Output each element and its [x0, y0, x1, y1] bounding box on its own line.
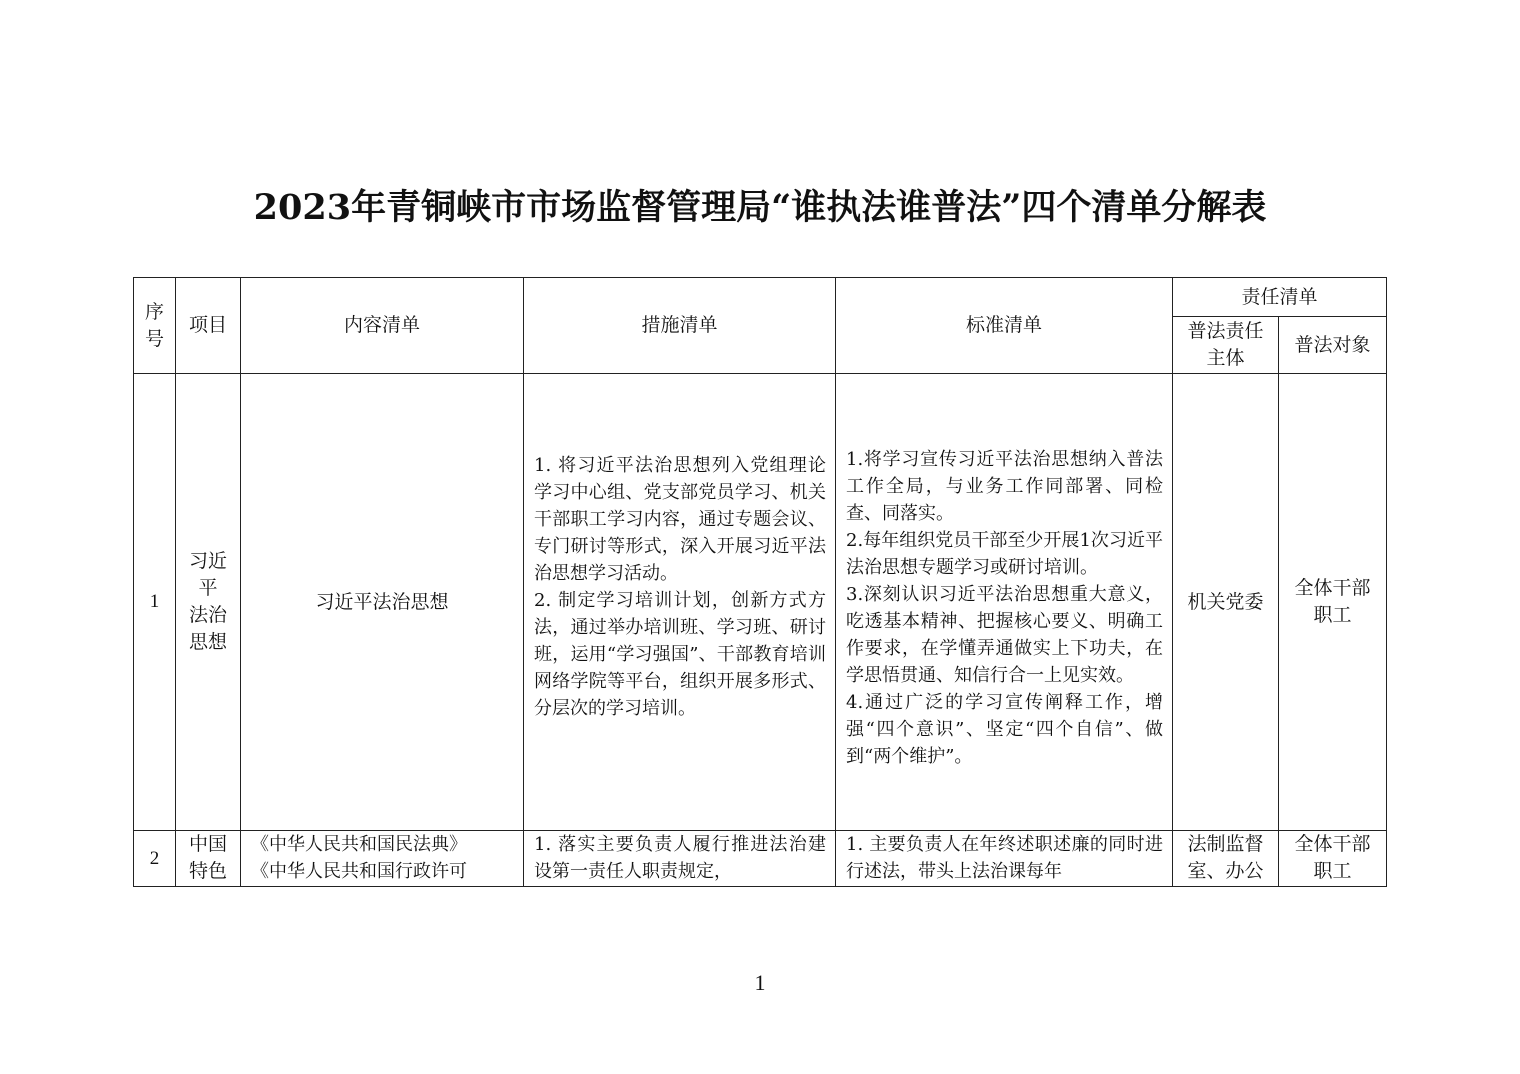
row-measures-cell	[524, 831, 836, 887]
header-responsible-subject: 普法责任 主体	[1173, 317, 1279, 374]
row-measures: 1. 落实主要负责人履行推进法治建设第一责任人职责规定，	[534, 834, 826, 882]
row-subject: 法制监督 室、办公	[1187, 833, 1264, 882]
row-measures-cell	[524, 374, 836, 831]
row-measures: 1. 将习近平法治思想列入党组理论学习中心组、党支部党员学习、机关干部职工学习内容，通过专题会议、专门研讨等形式，深入开展习近平法治思想学习活动。 2. 制定学习培训计划，创新方式方法，通过举办培训班、学习班、研讨班，运用“学习强国”、干部教育培训网络学院等平台，组织开展多形式、分层次的学习培训。	[534, 454, 826, 719]
header-measures-list: 措施清单	[524, 278, 836, 374]
row-project-cell	[176, 831, 241, 887]
row-target: 全体干部 职工	[1294, 833, 1371, 882]
row-target-cell	[1279, 831, 1387, 887]
row-content: 《中华人民共和国民法典》 《中华人民共和国行政许可	[251, 834, 467, 882]
decomposition-table	[133, 277, 1387, 887]
row-content: 习近平法治思想	[241, 374, 524, 831]
table-row	[134, 831, 1387, 887]
row-content-cell	[241, 831, 524, 887]
header-project: 项目	[176, 278, 241, 374]
page-title: 2023年青铜峡市市场监督管理局“谁执法谁普法”四个清单分解表	[253, 187, 1267, 228]
row-subject: 机关党委	[1173, 374, 1279, 831]
row-seq: 1	[134, 374, 176, 831]
row-project: 中国 特色	[188, 833, 227, 882]
header-target-audience: 普法对象	[1279, 317, 1387, 374]
row-standards-cell	[836, 374, 1173, 831]
header-responsibility-list: 责任清单	[1173, 278, 1387, 317]
row-project: 习近 平 法治 思想	[176, 374, 241, 831]
header-seq: 序 号	[134, 278, 176, 374]
row-standards: 1. 主要负责人在年终述职述廉的同时进行述法，带头上法治课每年	[846, 834, 1163, 882]
row-subject-cell	[1173, 831, 1279, 887]
header-content-list: 内容清单	[241, 278, 524, 374]
table-row	[134, 374, 1387, 831]
row-target: 全体干部 职工	[1279, 374, 1387, 831]
row-standards-cell	[836, 831, 1173, 887]
header-row-1	[134, 278, 1387, 317]
header-standards-list: 标准清单	[836, 278, 1173, 374]
row-standards: 1.将学习宣传习近平法治思想纳入普法工作全局，与业务工作同部署、同检查、同落实。 2.每年组织党员干部至少开展1次习近平法治思想专题学习或研讨培训。 3.深刻认识习近平法治思想重大意义，吃透基本精神、把握核心要义、明确工作要求，在学懂弄通做实上下功夫，在学思悟贯通、知信行合一上见实效。 4.通过广泛的学习宣传阐释工作，增强“四个意识”、坚定“四个自信”、做到“两个维护”。	[846, 448, 1163, 767]
page-number: 1	[754, 970, 766, 995]
row-seq: 2	[134, 831, 176, 887]
